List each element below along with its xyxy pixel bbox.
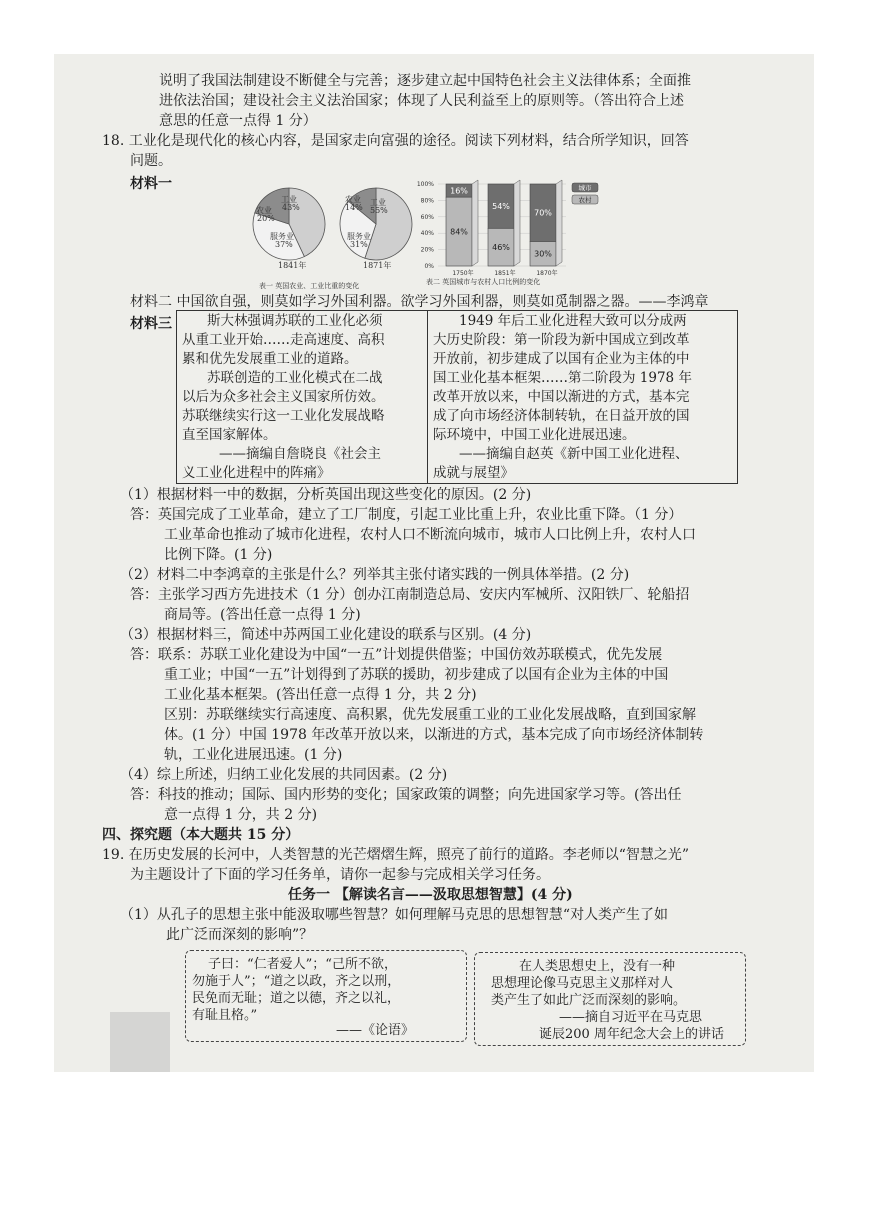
material3-left-source: 义工业化进程中的阵痛》: [182, 465, 331, 481]
quote-line: 在人类思想史上，没有一种: [519, 959, 676, 974]
material3-divider: [427, 311, 428, 483]
y-tick-label: 0%: [424, 263, 434, 270]
y-tick-label: 100%: [416, 181, 434, 188]
bar-data-label: 16%: [450, 186, 468, 196]
table2-caption: 表二 英国城市与农村人口比例的变化: [426, 278, 541, 286]
pie-1871-label: 31%: [350, 240, 368, 249]
y-tick-label: 20%: [420, 246, 434, 254]
bar-side: [472, 180, 478, 266]
material3-right-source: 成就与展望》: [433, 465, 514, 481]
q18-answer: 工业革命也推动了城市化进程，农村人口不断流向城市，城市人口比例上升，农村人口: [164, 527, 696, 543]
q18-answer: 答：科技的推动；国际、国内形势的变化；国家政策的调整；向先进国家学习等。(答出任: [130, 787, 682, 803]
material1-label: 材料一: [130, 176, 172, 192]
material3-left-line: 直至国家解体。: [182, 427, 277, 443]
table1-caption: 表一 英国农业、工业比重的变化: [259, 282, 360, 290]
q18-sub-question: （2）材料二中李鸿章的主张是什么？列举其主张付诸实践的一例具体举措。(2 分): [120, 567, 630, 583]
urban-rural-bar-chart: [416, 176, 626, 278]
x-tick-label: 1851年: [494, 270, 516, 277]
material3-left-line: 斯大林强调苏联的工业化必须: [207, 313, 383, 329]
q18-answer: 答：英国完成了工业革命，建立了工厂制度，引起工业比重上升，农业比重下降。（1 分）: [130, 507, 683, 523]
quote-line: 思想理论像马克思主义那样对人: [491, 976, 674, 991]
q18-answer: 工业化基本框架。(答出任意一点得 1 分，共 2 分): [164, 687, 477, 703]
material3-right-line: 际环境中，中国工业化进展迅速。: [433, 427, 636, 443]
material3-label: 材料三: [130, 316, 172, 332]
q18-sub-question: （1）根据材料一中的数据，分析英国出现这些变化的原因。(2 分): [120, 487, 532, 503]
material3-right-source: ——摘编自赵英《新中国工业化进程、: [459, 446, 689, 462]
y-tick-label: 40%: [420, 230, 434, 238]
quote-source: 诞辰200 周年纪念大会上的讲话: [539, 1027, 724, 1042]
material3-right-line: 1949 年后工业化进程大致可以分成两: [459, 313, 687, 329]
q18-answer: 区别：苏联继续实行高速度、高积累，优先发展重工业的工业化发展战略，直到国家解: [164, 707, 696, 723]
pie-1871-label: 14%: [345, 203, 363, 212]
y-tick-label: 80%: [420, 197, 434, 205]
pie-1871-label: 农业: [345, 195, 361, 204]
pie-1871-year: 1871年: [363, 261, 392, 270]
material3-right-line: 开放前，初步建成了以国有企业为主体的中: [433, 351, 690, 367]
pie-1841-label: 服务业: [270, 232, 294, 241]
material2: 材料二 中国欲自强，则莫如学习外国利器。欲学习外国利器，则莫如觅制器之器。——李鸿章: [130, 294, 709, 310]
material3-left-line: 以后为众多社会主义国家所仿效。: [182, 389, 385, 405]
q19-stem: 为主题设计了下面的学习任务单，请你一起参与完成相关学习任务。: [130, 867, 550, 883]
pie-1841-label: 43%: [282, 203, 300, 212]
pie-1841-label: 20%: [257, 214, 275, 223]
q18-answer: 重工业；中国“一五”计划得到了苏联的援助，初步建成了以国有企业为主体的中国: [164, 667, 669, 683]
q18-answer: 意一点得 1 分，共 2 分): [164, 807, 318, 823]
q19-sub-question: 此广泛而深刻的影响”？: [166, 927, 314, 943]
bar-data-label: 70%: [534, 208, 552, 218]
pie-1871-label: 工业: [370, 198, 386, 207]
x-tick-label: 1750年: [452, 270, 474, 277]
legend-label: 城市: [578, 184, 592, 192]
pie-1871-label: 55%: [370, 206, 388, 215]
q19-stem: 19. 在历史发展的长河中，人类智慧的光芒熠熠生辉，照亮了前行的道路。李老师以“智慧之光”: [102, 847, 690, 863]
q18-sub-question: （4）综上所述，归纳工业化发展的共同因素。(2 分): [120, 767, 448, 783]
section4-title: 四、探究题（本大题共 15 分）: [102, 827, 300, 843]
quote-source: ——《论语》: [336, 1023, 415, 1038]
q18-sub-question: （3）根据材料三，简述中苏两国工业化建设的联系与区别。(4 分): [120, 627, 532, 643]
q18-answer: 体。(1 分）中国 1978 年改革开放以来，以渐进的方式，基本完成了向市场经济体制转: [164, 727, 704, 743]
bar-side: [514, 180, 520, 266]
quote-line: 勿施于人”；“道之以政，齐之以刑，: [192, 974, 401, 989]
pie-1841-label: 37%: [275, 240, 293, 249]
bar-data-label: 84%: [450, 227, 468, 237]
pie-1841-year: 1841年: [278, 261, 307, 270]
q18-answer: 答：主张学习西方先进技术（1 分）创办江南制造总局、安庆内军械所、汉阳铁厂、轮船招: [130, 587, 690, 603]
pie-1841-label: 农业: [256, 206, 272, 215]
bar-side: [556, 180, 562, 266]
q18-answer: 商局等。(答出任意一点得 1 分): [164, 607, 361, 623]
bar-data-label: 54%: [492, 202, 510, 212]
material3-right-line: 大历史阶段：第一阶段为新中国成立到改革: [433, 332, 690, 348]
material3-left-line: 累和优先发展重工业的道路。: [182, 351, 358, 367]
q18-stem: 18. 工业化是现代化的核心内容，是国家走向富强的途径。阅读下列材料，结合所学知识，回答: [102, 133, 689, 149]
intro-line: 意思的任意一点得 1 分）: [159, 113, 317, 129]
intro-line: 说明了我国法制建设不断健全与完善；逐步建立起中国特色社会主义法律体系；全面推: [159, 73, 691, 89]
quote-source: ——摘自习近平在马克思: [559, 1010, 703, 1025]
quote-line: 类产生了如此广泛而深刻的影响。: [491, 993, 687, 1008]
q18-answer: 答：联系：苏联工业化建设为中国“一五”计划提供借鉴；中国仿效苏联模式，优先发展: [130, 647, 663, 663]
material3-left-line: 从重工业开始……走高速度、高积: [182, 332, 385, 348]
bar-data-label: 30%: [534, 249, 552, 259]
quote-line: 有耻且格。”: [192, 1008, 258, 1023]
y-tick-label: 60%: [420, 213, 434, 221]
material3-left-source: ——摘编自詹晓良《社会主: [219, 446, 381, 462]
intro-line: 进依法治国；建设社会主义法治国家；体现了人民利益至上的原则等。（答出符合上述: [159, 93, 684, 109]
quote-line: 民免而无耻；道之以德，齐之以礼，: [192, 991, 401, 1006]
q18-answer: 比例下降。(1 分): [164, 547, 273, 563]
bar-data-label: 46%: [492, 243, 510, 253]
material3-left-line: 苏联创造的工业化模式在二战: [207, 370, 383, 386]
q18-stem: 问题。: [130, 153, 172, 169]
marx-quote-box: [474, 952, 746, 1046]
pie-1841-label: 工业: [281, 195, 297, 204]
pie-1871-label: 服务业: [347, 232, 371, 241]
q18-answer: 轨，工业化进展迅速。(1 分): [164, 747, 343, 763]
material3-right-line: 成了向市场经济体制转轨，在日益开放的国: [433, 408, 690, 424]
legend-label: 农村: [578, 196, 592, 204]
blank-stamp-square: [110, 1012, 170, 1072]
material3-right-line: 改革开放以来，中国以渐进的方式，基本完: [433, 389, 690, 405]
material3-left-line: 苏联继续实行这一工业化发展战略: [182, 408, 385, 424]
quote-line: 子曰：“仁者爱人”；“己所不欲，: [208, 957, 397, 972]
x-tick-label: 1870年: [536, 270, 558, 277]
scanned-page: [54, 54, 814, 1072]
material3-box: [176, 310, 738, 484]
material3-right-line: 国工业化基本框架……第二阶段为 1978 年: [433, 370, 692, 386]
confucius-quote-box: [185, 950, 467, 1042]
q19-sub-question: （1）从孔子的思想主张中能汲取哪些智慧？如何理解马克思的思想智慧“对人类产生了如: [120, 907, 669, 923]
task1-title: 任务一 【解读名言——汲取思想智慧】(4 分): [288, 887, 573, 903]
